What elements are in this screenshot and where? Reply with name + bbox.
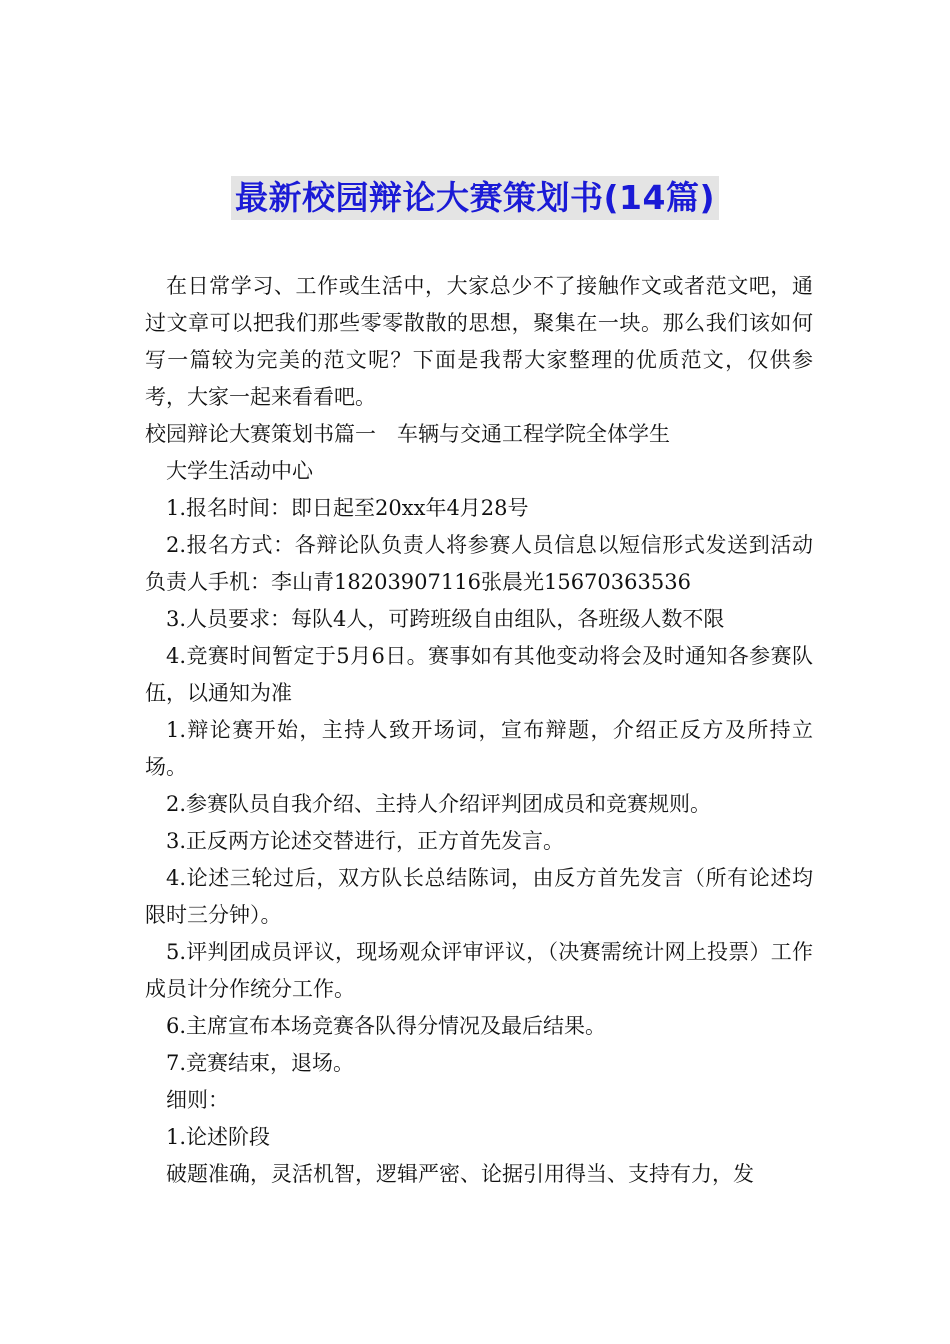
paragraph-competition-time: 4.竞赛时间暂定于5月6日。赛事如有其他变动将会及时通知各参赛队伍，以通知为准 xyxy=(145,644,813,705)
paragraph-step-5: 5.评判团成员评议，现场观众评审评议，（决赛需统计网上投票）工作成员计分作统分工作。 xyxy=(145,940,813,1001)
paragraph-step-2: 2.参赛队员自我介绍、主持人介绍评判团成员和竞赛规则。 xyxy=(166,792,712,816)
paragraph-step-7: 7.竞赛结束，退场。 xyxy=(166,1051,355,1075)
paragraph-section-heading: 校园辩论大赛策划书篇一 车辆与交通工程学院全体学生 xyxy=(145,422,670,446)
paragraph-intro: 在日常学习、工作或生活中，大家总少不了接触作文或者范文吧，通过文章可以把我们那些零零散散的思想，聚集在一块。那么我们该如何写一篇较为完美的范文呢？下面是我帮大家整理的优质范文，仅供参考，大家一起来看看吧。 xyxy=(145,274,813,409)
paragraph-step-3: 3.正反两方论述交替进行，正方首先发言。 xyxy=(166,829,565,853)
paragraph-step-6: 6.主席宣布本场竞赛各队得分情况及最后结果。 xyxy=(166,1014,607,1038)
title-container xyxy=(0,176,950,220)
document-body xyxy=(145,268,813,1193)
paragraph-rule-1: 1.论述阶段 xyxy=(166,1125,271,1149)
document-title: 最新校园辩论大赛策划书(14篇) xyxy=(231,176,719,220)
paragraph-venue: 大学生活动中心 xyxy=(166,459,313,483)
paragraph-step-4: 4.论述三轮过后，双方队长总结陈词，由反方首先发言（所有论述均限时三分钟）。 xyxy=(145,866,813,927)
paragraph-member-requirements: 3.人员要求：每队4人，可跨班级自由组队，各班级人数不限 xyxy=(166,607,725,631)
paragraph-registration-method: 2.报名方式：各辩论队负责人将参赛人员信息以短信形式发送到活动负责人手机：李山青18203907116张晨光15670363536 xyxy=(145,533,813,594)
paragraph-registration-time: 1.报名时间：即日起至20xx年4月28号 xyxy=(166,496,529,520)
paragraph-rule-1-detail: 破题准确，灵活机智，逻辑严密、论据引用得当、支持有力，发 xyxy=(166,1162,754,1186)
paragraph-step-1: 1.辩论赛开始，主持人致开场词，宣布辩题，介绍正反方及所持立场。 xyxy=(145,718,813,779)
paragraph-rules-heading: 细则： xyxy=(166,1088,229,1112)
